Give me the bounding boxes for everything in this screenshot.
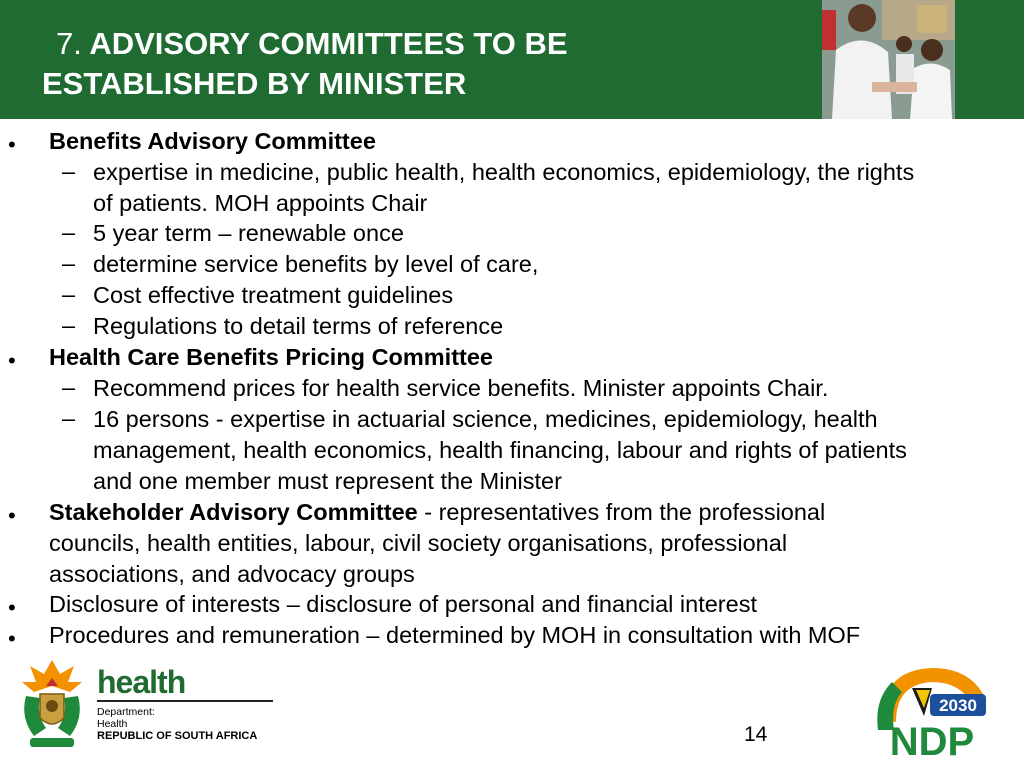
title-line-1: ADVISORY COMMITTEES TO BE	[89, 26, 568, 61]
page-number: 14	[744, 723, 768, 746]
pricing-sub-2: 16 persons - expertise in actuarial science, medicines, epidemiology, health	[93, 406, 878, 432]
stakeholder-line-3: associations, and advocacy groups	[49, 561, 415, 587]
stakeholder-desc: - representatives from the professional	[417, 499, 826, 525]
disclosure-item: Disclosure of interests – disclosure of personal and financial interest	[49, 591, 757, 617]
title-number: 7.	[56, 26, 82, 61]
pricing-sub-2-cont-2: and one member must represent the Minister	[93, 468, 562, 494]
bullet-marker: •	[8, 503, 16, 528]
department-label	[97, 706, 257, 742]
ndp-2030-logo	[872, 660, 990, 760]
benefits-sub-3: determine service benefits by level of care,	[93, 251, 539, 277]
benefits-sub-1: expertise in medicine, public health, health economics, epidemiology, the rights	[93, 159, 915, 185]
bullet-marker: •	[8, 132, 16, 157]
pricing-sub-1: Recommend prices for health service benefits. Minister appoints Chair.	[93, 375, 829, 401]
pricing-heading: Health Care Benefits Pricing Committee	[49, 344, 493, 370]
benefits-sub-2: 5 year term – renewable once	[93, 220, 404, 246]
dept-line-3: REPUBLIC OF SOUTH AFRICA	[97, 730, 258, 742]
benefits-sub-1-cont: of patients. MOH appoints Chair	[93, 190, 428, 216]
dash-marker: –	[62, 219, 76, 245]
coat-of-arms-icon	[16, 656, 88, 752]
bullet-marker: •	[8, 595, 16, 620]
benefits-heading: Benefits Advisory Committee	[49, 128, 376, 154]
health-wordmark: health	[97, 664, 186, 700]
dash-marker: –	[62, 374, 76, 400]
benefits-sub-5: Regulations to detail terms of reference	[93, 313, 504, 339]
dash-marker: –	[62, 405, 76, 431]
benefits-sub-4: Cost effective treatment guidelines	[93, 282, 454, 308]
nurse-children-photo-icon	[822, 0, 955, 119]
dash-marker: –	[62, 312, 76, 338]
stakeholder-line-2: councils, health entities, labour, civil society organisations, professional	[49, 530, 788, 556]
ndp-year: 2030	[939, 696, 977, 715]
dept-line-1: Department:	[97, 706, 155, 718]
bullet-marker: •	[8, 626, 16, 651]
stakeholder-heading: Stakeholder Advisory Committee	[49, 499, 418, 525]
dash-marker: –	[62, 281, 76, 307]
dash-marker: –	[62, 250, 76, 276]
procedures-item: Procedures and remuneration – determined by MOH in consultation with MOF	[49, 622, 861, 648]
coat-of-arms-logo	[16, 656, 88, 752]
slide-body	[0, 126, 1024, 654]
dash-marker: –	[62, 158, 76, 184]
wordmark-underline	[97, 700, 273, 702]
pricing-sub-2-cont-1: management, health economics, health financing, labour and rights of patients	[93, 437, 907, 463]
stakeholder-line-1	[49, 497, 825, 528]
ndp-text: NDP	[889, 720, 975, 760]
slide-header	[0, 0, 1024, 119]
title-line-2: ESTABLISHED BY MINISTER	[42, 66, 467, 101]
header-photo	[822, 0, 955, 119]
slide-title	[42, 24, 802, 104]
ndp-2030-icon	[872, 660, 990, 760]
dept-line-2: Health	[97, 718, 128, 730]
bullet-marker: •	[8, 348, 16, 373]
